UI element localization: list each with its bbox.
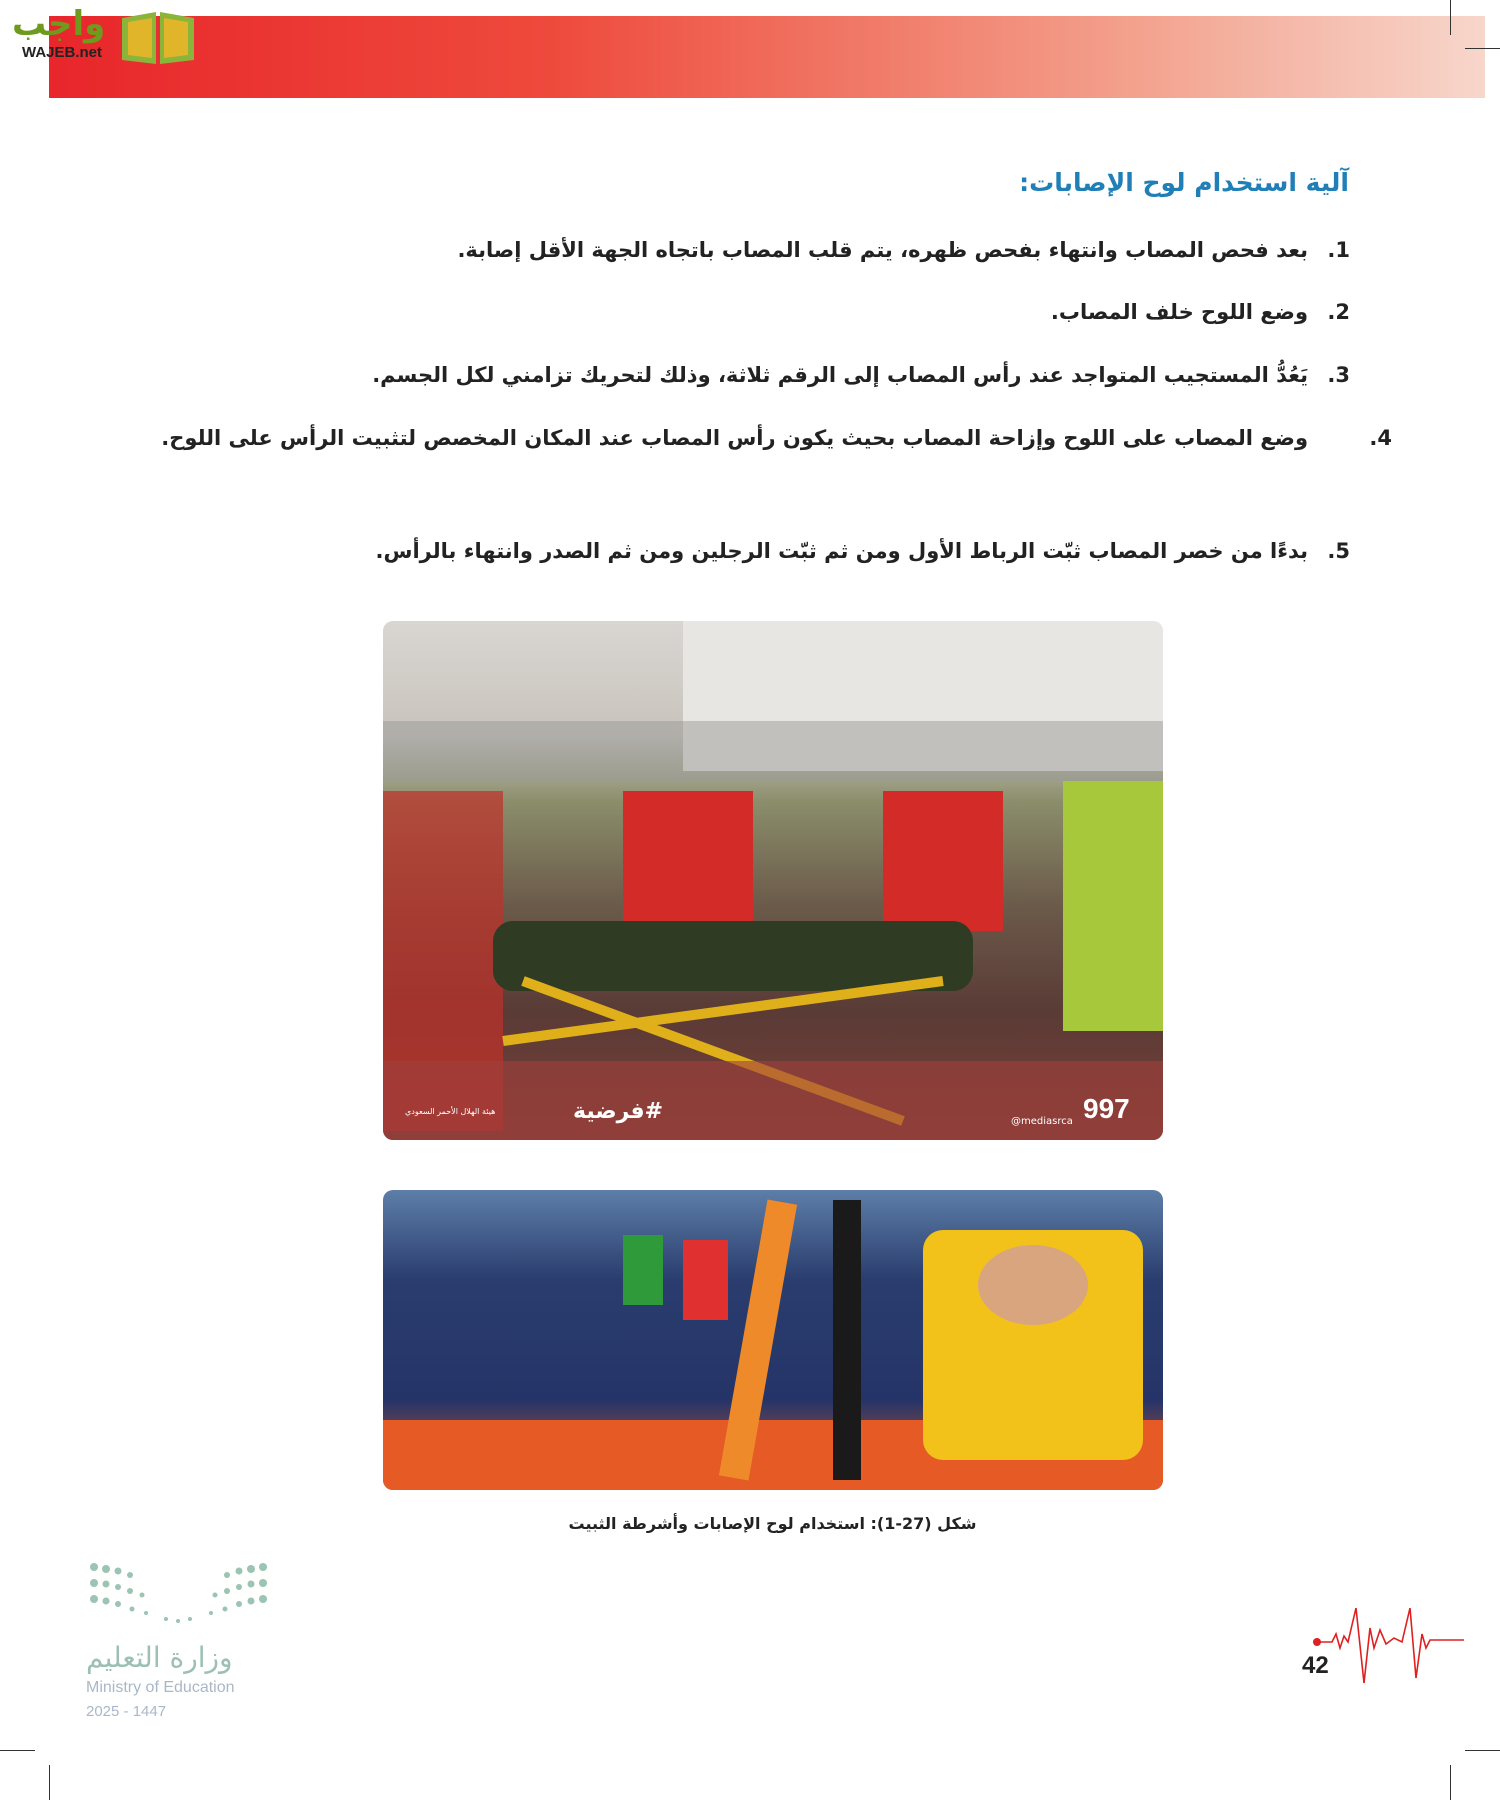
step-number: 5. xyxy=(1327,539,1350,563)
photo-hashtag: #فرضية xyxy=(573,1099,664,1124)
book-icon xyxy=(118,8,198,66)
ministry-dots-icon xyxy=(86,1561,271,1636)
step-text: يَعُدُّ المستجيب المتواجد عند رأس المصاب إلى الرقم ثلاثة، وذلك لتحريك تزامني لكل الجسم. xyxy=(372,363,1308,387)
step-text: وضع المصاب على اللوح وإزاحة المصاب بحيث يكون رأس المصاب عند المكان المخصص لتثبيت الرأس على اللوح. xyxy=(161,426,1308,450)
step-number: 3. xyxy=(1327,363,1350,387)
header-band xyxy=(49,16,1485,98)
crop-mark xyxy=(1465,48,1500,49)
step-text: وضع اللوح خلف المصاب. xyxy=(1050,300,1308,324)
crop-mark xyxy=(1465,1750,1500,1751)
step-number: 1. xyxy=(1327,238,1350,262)
step-text: بدءًا من خصر المصاب ثبّت الرباط الأول ومن ثم ثبّت الرجلين ومن ثم الصدر وانتهاء بالرأس. xyxy=(375,539,1308,563)
crop-mark xyxy=(1450,1765,1451,1800)
ministry-english: Ministry of Education xyxy=(86,1679,235,1696)
ministry-logo xyxy=(86,1561,271,1726)
stretcher-training-photo xyxy=(383,621,1163,1140)
step-text: بعد فحص المصاب وانتهاء بفحص ظهره، يتم قلب المصاب باتجاه الجهة الأقل إصابة. xyxy=(457,238,1308,262)
section-heading: آلية استخدام لوح الإصابات: xyxy=(1019,168,1349,197)
ministry-arabic: وزارة التعليم xyxy=(86,1641,233,1674)
step-item xyxy=(130,407,1392,470)
page-number: 42 xyxy=(1302,1652,1329,1679)
ministry-year: 2025 - 1447 xyxy=(86,1703,167,1720)
spine-board-photo xyxy=(383,1190,1163,1490)
heartbeat-icon xyxy=(1312,1608,1464,1688)
logo-english: WAJEB.net xyxy=(22,44,103,61)
crop-mark xyxy=(49,1765,50,1800)
step-item xyxy=(130,281,1350,344)
logo-arabic: واجب xyxy=(12,4,106,44)
step-item xyxy=(130,219,1350,282)
step-number: 4. xyxy=(1369,426,1392,450)
photo-org: هيئة الهلال الأحمر السعودي xyxy=(405,1107,496,1116)
step-item xyxy=(130,344,1350,407)
step-item xyxy=(130,520,1350,583)
wajeb-logo[interactable] xyxy=(10,4,190,68)
photo-scene xyxy=(383,1190,1163,1490)
figure-caption: شكل (27-1): استخدام لوح الإصابات وأشرطة الثبيت xyxy=(568,1514,977,1533)
crop-mark xyxy=(1450,0,1451,35)
photo-number: 997 xyxy=(1083,1093,1130,1124)
step-number: 2. xyxy=(1327,300,1350,324)
crop-mark xyxy=(0,1750,35,1751)
photo-handle: @mediasrca xyxy=(1011,1116,1073,1127)
photo-scene xyxy=(383,621,1163,1140)
